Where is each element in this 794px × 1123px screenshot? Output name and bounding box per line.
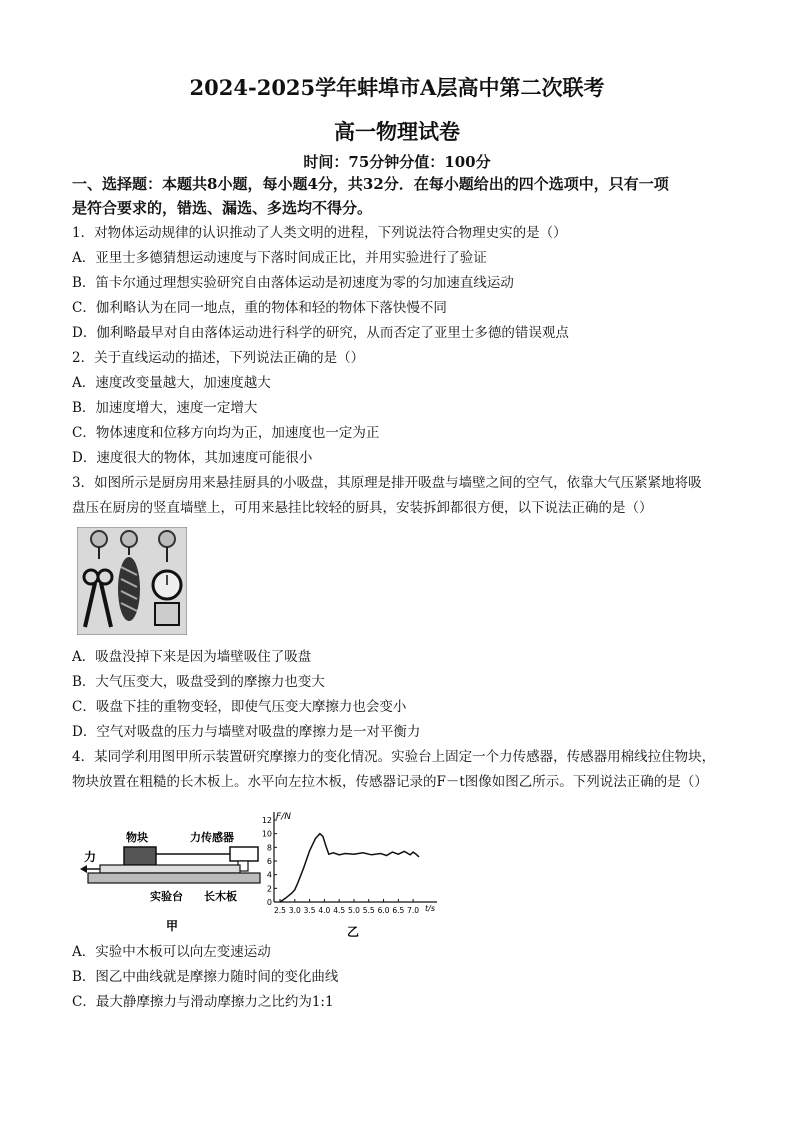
- y-axis-label: F/N: [276, 812, 291, 822]
- x-tick-label: 4.5: [333, 906, 346, 915]
- apparatus-figure: [80, 820, 265, 935]
- x-axis-label: t/s: [425, 904, 435, 913]
- q2-option-a: A．速度改变量越大，加速度越大: [72, 375, 271, 391]
- suction-hook-photo: [77, 527, 187, 635]
- label-board: 长木板: [204, 890, 237, 903]
- force-arrow-head: [80, 865, 87, 873]
- x-tick-label: 4.0: [318, 906, 331, 915]
- q4-stem-line1: 4．某同学利用图甲所示装置研究摩擦力的变化情况。实验台上固定一个力传感器，传感器用棉线拉住物块，: [72, 749, 716, 765]
- exam-meta: 时间：75分钟分值：100分: [303, 153, 491, 171]
- x-tick-label: 3.0: [288, 906, 301, 915]
- q1-stem: 1．对物体运动规律的认识推动了人类文明的进程，下列说法符合物理史实的是（）: [72, 225, 567, 241]
- x-tick-label: 6.5: [392, 906, 405, 915]
- q3-option-b: B．大气压变大，吸盘受到的摩擦力也变大: [72, 674, 325, 690]
- board-shape: [100, 865, 240, 873]
- q3-stem-line1: 3．如图所示是厨房用来悬挂厨具的小吸盘，其原理是排开吸盘与墙壁之间的空气，依靠大气压紧紧地将吸: [72, 475, 702, 491]
- x-tick-label: 6.0: [377, 906, 390, 915]
- y-tick-label: 6: [266, 857, 272, 866]
- y-tick-label: 0: [266, 898, 272, 907]
- q2-option-d: D．速度很大的物体，其加速度可能很小: [72, 450, 313, 466]
- q4-option-a: A．实验中木板可以向左变速运动: [72, 944, 271, 960]
- q4-option-b: B．图乙中曲线就是摩擦力随时间的变化曲线: [72, 969, 339, 985]
- label-force: 力: [84, 850, 97, 864]
- exam-subtitle: 高一物理试卷: [334, 119, 460, 144]
- y-tick-label: 2: [266, 884, 272, 894]
- x-tick-label: 7.0: [407, 906, 420, 915]
- caption-yi: 乙: [347, 925, 360, 939]
- label-sensor: 力传感器: [190, 831, 234, 844]
- exam-title: 2024-2025学年蚌埠市A层高中第二次联考: [189, 75, 605, 100]
- q1-option-d: D．伽利略最早对自由落体运动进行科学的研究，从而否定了亚里士多德的错误观点: [72, 325, 569, 341]
- q2-stem: 2．关于直线运动的描述，下列说法正确的是（）: [72, 350, 365, 366]
- table-shape: [88, 873, 260, 883]
- q1-option-c: C．伽利略认为在同一地点，重的物体和轻的物体下落快慢不同: [72, 300, 447, 316]
- q1-option-b: B．笛卡尔通过理想实验研究自由落体运动是初速度为零的匀加速直线运动: [72, 275, 514, 291]
- f-t-chart: [262, 810, 442, 940]
- q3-stem-line2: 盘压在厨房的竖直墙壁上，可用来悬挂比较轻的厨具，安装拆卸都很方便，以下说法正确的是（）: [72, 500, 653, 516]
- sensor-shape: [230, 847, 258, 861]
- q2-option-c: C．物体速度和位移方向均为正，加速度也一定为正: [72, 425, 380, 441]
- q3-option-a: A．吸盘没掉下来是因为墙壁吸住了吸盘: [72, 649, 312, 665]
- x-tick-label: 5.5: [362, 906, 375, 915]
- y-tick-label: 12: [262, 816, 272, 825]
- y-tick-label: 4: [266, 870, 272, 880]
- q3-option-c: C．吸盘下挂的重物变轻，即使气压变大摩擦力也会变小: [72, 699, 407, 715]
- x-tick-label: 3.5: [303, 906, 316, 915]
- q4-stem-line2: 物块放置在粗糙的长木板上。水平向左拉木板，传感器记录的F－t图像如图乙所示。下列说法正确的是（）: [72, 774, 708, 790]
- section-heading-line2: 是符合要求的，错选、漏选、多选均不得分。: [72, 199, 373, 217]
- y-tick-label: 10: [262, 829, 272, 839]
- series-line-f: [280, 834, 419, 902]
- x-tick-label: 5.0: [347, 906, 360, 915]
- q1-option-a: A．亚里士多德猜想运动速度与下落时间成正比，并用实验进行了验证: [72, 250, 487, 266]
- x-tick-label: 2.5: [274, 906, 286, 915]
- y-tick-label: 8: [266, 843, 272, 853]
- block-shape: [124, 847, 156, 865]
- q2-option-b: B．加速度增大，速度一定增大: [72, 400, 258, 416]
- q4-option-c: C．最大静摩擦力与滑动摩擦力之比约为1:1: [72, 994, 334, 1010]
- caption-jia: 甲: [166, 919, 179, 933]
- section-heading-line1: 一、选择题：本题共8小题，每小题4分，共32分．在每小题给出的四个选项中，只有一项: [72, 175, 669, 193]
- q3-option-d: D．空气对吸盘的压力与墙壁对吸盘的摩擦力是一对平衡力: [72, 724, 421, 740]
- label-block: 物块: [126, 831, 148, 844]
- label-table: 实验台: [150, 890, 183, 903]
